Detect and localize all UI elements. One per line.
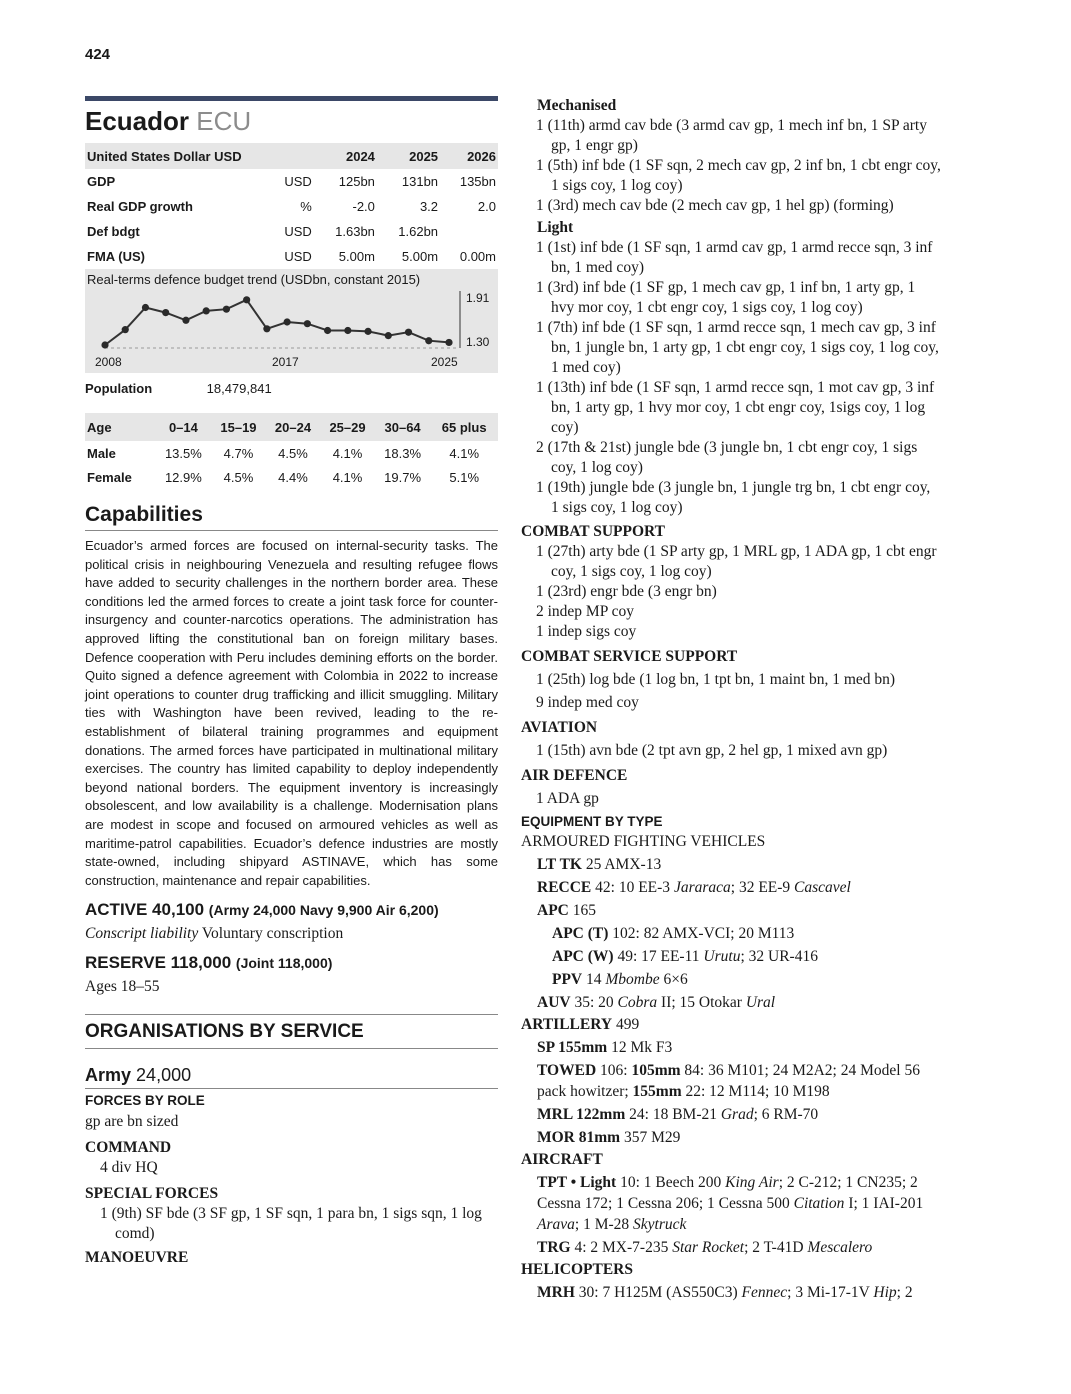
equipment-name: Mescalero xyxy=(807,1239,873,1256)
equipment-label: TPT • Light xyxy=(537,1174,617,1191)
chart-data-point xyxy=(263,325,270,332)
age-cell: 4.5% xyxy=(223,469,254,485)
list-item: 4 div HQ xyxy=(100,1159,158,1177)
chart-series-line xyxy=(105,300,449,345)
army-heading xyxy=(85,1065,498,1089)
equipment-label: RECCE xyxy=(537,879,592,896)
equipment-name: King Air xyxy=(725,1174,779,1191)
econ-cell: 135bn xyxy=(459,174,496,189)
econ-cell: 131bn xyxy=(401,174,439,189)
population-value: 18,479,841 xyxy=(206,381,272,396)
page-number: 424 xyxy=(85,46,111,63)
equipment-text: ; 32 EE-9 xyxy=(730,879,791,896)
chart-data-point xyxy=(182,317,189,324)
conscript-text: Voluntary conscription xyxy=(201,925,344,943)
equipment-text: 102: 82 AMX-VCI; 20 M113 xyxy=(612,925,795,942)
chart-x-tick-label: 2008 xyxy=(95,355,122,369)
age-header: 30–64 xyxy=(384,419,421,435)
list-item: 1 (19th) jungle bde (3 jungle bn, 1 jungle trg bn, 1 cbt engr coy, 1 sigs coy, 1 log coy) xyxy=(536,479,931,516)
equipment-text: 30: 7 H125M (AS550C3) xyxy=(578,1284,738,1301)
chart-y-tick-label: 1.30 xyxy=(466,335,490,349)
equipment-calibre: 105mm xyxy=(631,1062,681,1079)
list-item: 1 (3rd) mech cav bde (2 mech cav gp, 1 hel gp) (forming) xyxy=(536,197,894,214)
list-item: 1 (1st) inf bde (1 SF sqn, 1 armd cav gp, 1 armd recce sqn, 3 inf bn, 1 med coy) xyxy=(536,239,933,276)
econ-cell: 5.00m xyxy=(338,249,375,264)
list-item: 1 (25th) log bde (1 log bn, 1 tpt bn, 1 maint bn, 1 med bn) xyxy=(536,671,896,688)
equipment-text: 22: 12 M114; 10 M198 xyxy=(685,1083,830,1100)
special-forces-heading: SPECIAL FORCES xyxy=(85,1185,219,1203)
equipment-text: ; 1 M-28 xyxy=(574,1216,630,1233)
age-cell: 4.1% xyxy=(332,445,363,461)
equipment-calibre: 155mm xyxy=(632,1083,682,1100)
chart-title: Real-terms defence budget trend (USDbn, constant 2015) xyxy=(87,272,421,287)
equipment-text: 14 xyxy=(586,971,602,988)
equipment-label: MOR 81mm xyxy=(537,1129,621,1146)
equipment-text: 84: 36 M101; 24 M2A2; 24 Model 56 pack howitzer; xyxy=(537,1062,920,1100)
age-cell: 18.3% xyxy=(384,445,422,461)
list-item: 1 (9th) SF bde (3 SF gp, 1 SF sqn, 1 para bn, 1 sigs sqn, 1 log comd) xyxy=(100,1205,482,1243)
equipment-line-mrl xyxy=(521,1104,941,1125)
equipment-label: ARTILLERY xyxy=(521,1016,613,1033)
econ-row-label: FMA (US) xyxy=(87,249,146,264)
age-header: 15–19 xyxy=(220,419,257,435)
list-item: 1 (11th) armd cav bde (3 armd cav gp, 1 mech inf bn, 1 SP arty gp, 1 engr gp) xyxy=(536,117,927,154)
age-cell: 4.1% xyxy=(332,469,363,485)
equipment-text: ; 6 RM-70 xyxy=(753,1106,819,1123)
equipment-label: TOWED xyxy=(537,1062,597,1079)
reserve-detail: (Joint 118,000) xyxy=(235,955,333,972)
list-item: 1 (23rd) engr bde (3 engr bn) xyxy=(536,583,717,600)
table-row xyxy=(85,169,498,194)
equipment-name: Fennec xyxy=(741,1284,788,1301)
manoeuvre-heading: MANOEUVRE xyxy=(85,1249,189,1267)
equipment-text: 10: 1 Beech 200 xyxy=(620,1174,722,1191)
chart-data-point xyxy=(162,309,169,316)
equipment-text: ; 2 C-212; 1 CN235; 2 Cessna 172; 1 Cessna 206; 1 Cessna 500 xyxy=(537,1174,918,1212)
population-row xyxy=(85,381,498,405)
econ-cell: -2.0 xyxy=(352,199,375,214)
organisations-heading: ORGANISATIONS BY SERVICE xyxy=(85,1014,498,1049)
equipment-name: Hip xyxy=(873,1284,897,1301)
table-row xyxy=(85,219,498,244)
equipment-label: LT TK xyxy=(537,856,582,873)
equipment-name: Urutu xyxy=(703,948,741,965)
chart-data-point xyxy=(101,341,108,348)
equipment-name: Ural xyxy=(745,994,776,1011)
light-heading: Light xyxy=(537,219,574,236)
equipment-line-towed xyxy=(521,1060,941,1102)
econ-cell: 1.62bn xyxy=(398,224,439,239)
equipment-text: ; 3 Mi-17-1V xyxy=(787,1284,870,1301)
equipment-label: SP 155mm xyxy=(537,1039,608,1056)
equipment-label: MRL 122mm xyxy=(537,1106,626,1123)
equipment-text: 4: 2 MX-7-235 xyxy=(574,1239,669,1256)
chart-data-point xyxy=(445,339,452,346)
equipment-line-sp xyxy=(521,1037,941,1058)
equipment-line-apc-w xyxy=(521,946,941,967)
age-cell: 4.7% xyxy=(223,445,254,461)
equipment-text: 165 xyxy=(572,902,596,919)
age-cell: 4.4% xyxy=(278,469,308,485)
econ-row-unit: USD xyxy=(284,224,312,239)
age-cell: 4.1% xyxy=(449,445,480,461)
equipment-line-tpt xyxy=(521,1172,941,1235)
equipment-text: 6×6 xyxy=(663,971,688,988)
econ-cell: 3.2 xyxy=(419,199,439,214)
equipment-line-ppv xyxy=(521,969,941,990)
chart-data-point xyxy=(364,328,371,335)
helicopters-heading: HELICOPTERS xyxy=(521,1261,633,1278)
econ-row-label: Real GDP growth xyxy=(87,199,193,214)
equipment-text: ; 32 UR-416 xyxy=(740,948,818,965)
list-item: 1 (27th) arty bde (1 SP arty gp, 1 MRL gp, 1 ADA gp, 1 cbt engr coy, 1 sigs coy, 1 log coy) xyxy=(536,543,937,580)
equipment-label: PPV xyxy=(552,971,583,988)
econ-cell: 2.0 xyxy=(477,199,496,214)
equipment-name: Skytruck xyxy=(633,1216,687,1233)
table-row xyxy=(85,465,498,489)
reserve-ages: Ages 18–55 xyxy=(85,978,160,996)
chart-x-tick-label: 2017 xyxy=(272,355,299,369)
equipment-text: ; 2 T-41D xyxy=(744,1239,804,1256)
equipment-text: 357 M29 xyxy=(623,1129,681,1146)
list-item: 1 (3rd) inf bde (1 SF gp, 1 mech cav gp, 1 inf bn, 1 arty gp, 1 hvy mor coy, 1 cbt engr coy, 1 sigs coy, 1 log coy) xyxy=(536,279,916,316)
chart-x-tick-label: 2025 xyxy=(431,355,458,369)
country-title xyxy=(85,105,498,137)
chart-data-point xyxy=(284,318,291,325)
equipment-heading: EQUIPMENT BY TYPE xyxy=(521,814,663,829)
econ-cell: 0.00m xyxy=(459,249,496,264)
artillery-line xyxy=(521,1015,941,1035)
mechanised-heading: Mechanised xyxy=(537,97,617,114)
age-row-label: Female xyxy=(87,469,132,485)
equipment-name: Grad xyxy=(720,1106,754,1123)
equipment-label: AUV xyxy=(537,994,571,1011)
equipment-name: Mbombe xyxy=(605,971,660,988)
population-label: Population xyxy=(85,381,153,396)
country-name: Ecuador xyxy=(85,106,190,136)
equipment-label: APC (T) xyxy=(552,925,609,942)
econ-header-year: 2026 xyxy=(467,148,496,164)
list-item: 1 (7th) inf bde (1 SF sqn, 1 armd recce sqn, 1 mech cav gp, 3 inf bn, 1 jungle bn, 1 arty gp, 1 cbt engr coy, 1 sigs coy, 1 log coy, 1 med coy) xyxy=(536,319,939,376)
chart-data-point xyxy=(243,296,250,303)
age-header: 25–29 xyxy=(329,419,366,435)
list-item: 1 (5th) inf bde (1 SF sqn, 2 mech cav gp, 2 inf bn, 1 cbt engr coy, 1 sigs coy, 1 log coy) xyxy=(536,157,941,194)
command-heading: COMMAND xyxy=(85,1139,172,1157)
econ-row-label: Def bdgt xyxy=(87,224,140,239)
chart-data-point xyxy=(304,320,311,327)
equipment-name: Cascavel xyxy=(794,879,851,896)
defence-budget-trend-chart xyxy=(85,269,498,373)
active-strength xyxy=(85,900,498,920)
econ-row-label: GDP xyxy=(87,174,116,189)
list-item: 9 indep med coy xyxy=(536,694,639,711)
table-row xyxy=(85,194,498,219)
chart-data-point xyxy=(324,327,331,334)
list-item: 2 (17th & 21st) jungle bde (3 jungle bn, 1 cbt engr coy, 1 sigs coy, 1 log coy) xyxy=(536,439,918,476)
econ-header-year: 2025 xyxy=(409,148,439,164)
econ-cell: 1.63bn xyxy=(335,224,375,239)
air-defence-heading: AIR DEFENCE xyxy=(521,767,628,784)
econ-row-unit: USD xyxy=(284,174,312,189)
equipment-text: ; 2 xyxy=(896,1284,913,1301)
econ-cell xyxy=(440,219,498,244)
equipment-text: 25 AMX-13 xyxy=(585,856,662,873)
equipment-line-auv xyxy=(521,992,941,1013)
equipment-line-mrh xyxy=(521,1282,941,1303)
age-header: 0–14 xyxy=(168,419,198,435)
list-item: 1 indep sigs coy xyxy=(536,623,637,640)
chart-data-point xyxy=(142,304,149,311)
equipment-line-apc xyxy=(521,900,941,921)
chart-data-point xyxy=(223,306,230,313)
active-detail: (Army 24,000 Navy 9,900 Air 6,200) xyxy=(208,902,439,919)
age-header: 20–24 xyxy=(274,419,312,435)
left-column xyxy=(85,96,498,1268)
age-header: Age xyxy=(87,419,112,435)
list-item: 1 ADA gp xyxy=(536,790,599,807)
age-cell: 5.1% xyxy=(449,469,480,485)
chart-y-tick-label: 1.91 xyxy=(466,291,490,305)
forces-by-role-heading: FORCES BY ROLE xyxy=(85,1093,205,1109)
equipment-name: Citation xyxy=(793,1195,845,1212)
right-column xyxy=(521,96,941,1303)
combat-service-support-heading: COMBAT SERVICE SUPPORT xyxy=(521,648,738,665)
capabilities-heading: Capabilities xyxy=(85,503,498,531)
econ-cell: 5.00m xyxy=(401,249,439,264)
list-item: 1 (15th) avn bde (2 tpt avn gp, 2 hel gp, 1 mixed avn gp) xyxy=(536,742,888,759)
age-cell: 13.5% xyxy=(164,445,202,461)
country-code: ECU xyxy=(196,106,252,136)
economic-table xyxy=(85,143,498,269)
equipment-name: Star Rocket xyxy=(672,1239,745,1256)
equipment-text: 35: 20 xyxy=(574,994,614,1011)
age-row-label: Male xyxy=(87,445,116,461)
conscript-label: Conscript liability xyxy=(85,925,199,943)
equipment-text: 42: xyxy=(595,879,615,896)
capabilities-text: Ecuador’s armed forces are focused on internal-security tasks. The political crisis in neighbouring Venezuela and resulting refugee flows have added to security challenges in the northern border area. These conditions led the armed forces to create a joint task force for counter-insurgency and counter-narcotics operations. The administration has approved lifting the constitutional ban on foreign military bases. Defence cooperation with Peru includes demining efforts on the border. Quito signed a defence agreement with Colombia in 2022 to increase joint operations to counter drug trafficking and illicit smuggling. Military ties with Washington have been revived, leading to the re-establishment of bilateral training programmes and equipment donations. The armed forces have participated in multinational military exercises. The country has limited capability to deploy independently beyond national borders. The equipment inventory is increasingly obsolescent, and low availability is a challenge. Modernisation plans are modest in scope and focused on armoured vehicles as well as maritime-patrol capabilities. Ecuador’s defence industries are mostly state-owned, including shipyard ASTINAVE, which has some construction, maintenance and repair capabilities. xyxy=(85,538,498,888)
conscript-line xyxy=(85,925,498,943)
equipment-name: Jararaca xyxy=(673,879,731,896)
afv-heading: ARMOURED FIGHTING VEHICLES xyxy=(521,833,766,850)
aircraft-heading: AIRCRAFT xyxy=(521,1151,603,1168)
equipment-text: I; 1 IAI-201 xyxy=(848,1195,924,1212)
equipment-name: Arava xyxy=(537,1216,575,1233)
equipment-text: 24: 18 BM-21 xyxy=(629,1106,717,1123)
equipment-line-lt-tk xyxy=(521,854,941,875)
army-name: Army xyxy=(85,1065,132,1086)
equipment-label: TRG xyxy=(537,1239,571,1256)
age-cell: 19.7% xyxy=(384,469,422,485)
econ-header-currency: United States Dollar USD xyxy=(87,148,242,164)
equipment-text: 10 EE-3 xyxy=(618,879,671,896)
equipment-line-recce xyxy=(521,877,941,898)
army-note: gp are bn sized xyxy=(85,1113,179,1131)
equipment-name: Cobra xyxy=(617,994,658,1011)
chart-data-point xyxy=(344,327,351,334)
equipment-text: 499 xyxy=(615,1016,640,1033)
econ-row-unit: % xyxy=(300,199,312,214)
table-row xyxy=(85,441,498,465)
chart-data-point xyxy=(122,326,129,333)
combat-support-heading: COMBAT SUPPORT xyxy=(521,523,665,540)
reserve-label: RESERVE 118,000 xyxy=(85,953,232,973)
econ-cell: 125bn xyxy=(338,174,375,189)
econ-row-unit: USD xyxy=(284,249,312,264)
equipment-label: APC (W) xyxy=(552,948,614,965)
chart-data-point xyxy=(385,332,392,339)
equipment-text: 106: xyxy=(600,1062,628,1079)
chart-data-point xyxy=(405,329,412,336)
aviation-heading: AVIATION xyxy=(521,719,598,736)
econ-header-year: 2024 xyxy=(345,148,375,164)
list-item: 2 indep MP coy xyxy=(536,603,635,620)
chart-data-point xyxy=(425,337,432,344)
equipment-line-trg xyxy=(521,1237,941,1258)
chart-data-point xyxy=(203,307,210,314)
table-row xyxy=(85,244,498,269)
age-cell: 4.5% xyxy=(278,445,308,461)
age-header: 65 plus xyxy=(441,419,487,435)
equipment-text: II; 15 Otokar xyxy=(661,994,742,1011)
age-table xyxy=(85,413,498,489)
age-cell: 12.9% xyxy=(164,469,202,485)
country-title-rule xyxy=(85,96,498,101)
equipment-line-mor xyxy=(521,1127,941,1148)
equipment-text: 49: 17 EE-11 xyxy=(617,948,700,965)
equipment-line-apc-t xyxy=(521,923,941,944)
equipment-label: APC xyxy=(537,902,569,919)
list-item: 1 (13th) inf bde (1 SF sqn, 1 armd recce sqn, 1 mot cav gp, 3 inf bn, 1 arty gp, 1 hvy mor coy, 1 cbt engr coy, 1sigs coy, 1 log coy) xyxy=(536,379,935,436)
army-strength: 24,000 xyxy=(136,1065,192,1086)
equipment-text: 12 Mk F3 xyxy=(611,1039,673,1056)
equipment-label: MRH xyxy=(537,1284,575,1301)
active-label: ACTIVE 40,100 xyxy=(85,900,205,920)
reserve-strength xyxy=(85,953,498,973)
